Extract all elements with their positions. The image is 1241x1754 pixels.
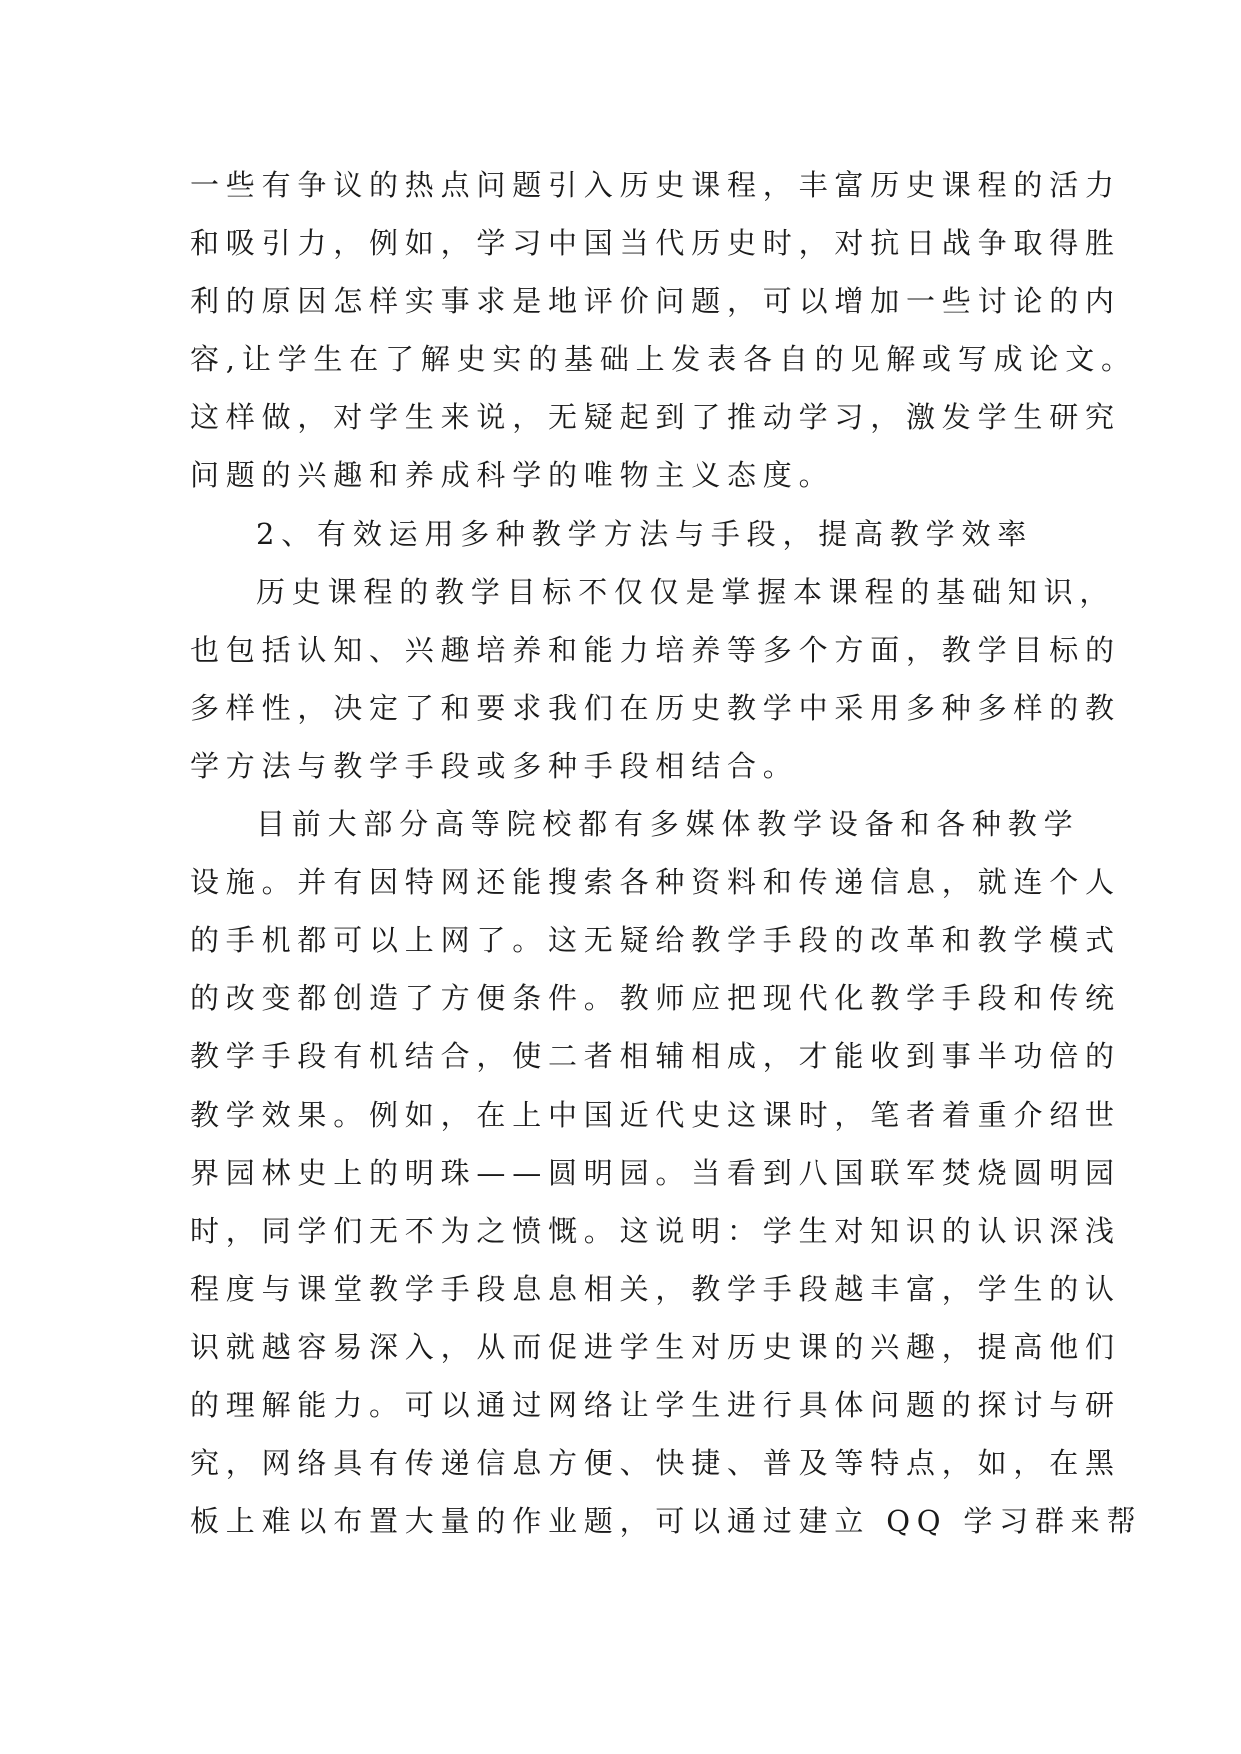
text-line: 目前大部分高等院校都有多媒体教学设备和各种教学 bbox=[256, 807, 1080, 842]
paragraph-1 bbox=[190, 156, 1137, 505]
text-line: 容,让学生在了解史实的基础上发表各自的见解或写成论文。 bbox=[190, 342, 1137, 377]
text-line: 的理解能力。可以通过网络让学生进行具体问题的探讨与研 bbox=[190, 1387, 1121, 1422]
text-line: 一些有争议的热点问题引入历史课程，丰富历史课程的活力 bbox=[190, 168, 1121, 202]
text-line: 教学手段有机结合，使二者相辅相成，才能收到事半功倍的 bbox=[190, 1039, 1121, 1074]
text-line: 程度与课堂教学手段息息相关，教学手段越丰富，学生的认 bbox=[190, 1271, 1121, 1306]
document-page bbox=[190, 156, 1143, 1550]
text-line: 板上难以布置大量的作业题，可以通过建立 QQ 学习群来帮 bbox=[190, 1504, 1143, 1539]
text-line: 学方法与教学手段或多种手段相结合。 bbox=[190, 748, 799, 783]
text-line: 多样性，决定了和要求我们在历史教学中采用多种多样的教 bbox=[190, 690, 1121, 725]
section-heading: 2、有效运用多种教学方法与手段，提高教学效率 bbox=[256, 516, 1034, 551]
text-line: 教学效果。例如，在上中国近代史这课时，笔者着重介绍世 bbox=[190, 1097, 1121, 1132]
text-line: 也包括认知、兴趣培养和能力培养等多个方面，教学目标的 bbox=[190, 632, 1121, 667]
text-line: 识就越容易深入，从而促进学生对历史课的兴趣，提高他们 bbox=[190, 1329, 1121, 1364]
text-line: 问题的兴趣和养成科学的唯物主义态度。 bbox=[190, 458, 835, 493]
paragraph-3 bbox=[190, 795, 1143, 1550]
text-line: 时，同学们无不为之愤慨。这说明：学生对知识的认识深浅 bbox=[190, 1213, 1121, 1248]
text-line: 的改变都创造了方便条件。教师应把现代化教学手段和传统 bbox=[190, 981, 1121, 1016]
text-line: 的手机都可以上网了。这无疑给教学手段的改革和教学模式 bbox=[190, 923, 1121, 958]
text-line: 历史课程的教学目标不仅仅是掌握本课程的基础知识， bbox=[256, 574, 1116, 609]
text-line: 设施。并有因特网还能搜索各种资料和传递信息，就连个人 bbox=[190, 865, 1121, 900]
text-line: 利的原因怎样实事求是地评价问题，可以增加一些讨论的内 bbox=[190, 284, 1121, 319]
paragraph-2 bbox=[190, 563, 1121, 795]
text-line: 和吸引力，例如，学习中国当代历史时，对抗日战争取得胜 bbox=[190, 226, 1121, 261]
text-line: 这样做，对学生来说，无疑起到了推动学习，激发学生研究 bbox=[190, 400, 1121, 435]
text-line: 界园林史上的明珠——圆明园。当看到八国联军焚烧圆明园 bbox=[190, 1155, 1121, 1190]
text-line: 究，网络具有传递信息方便、快捷、普及等特点，如，在黑 bbox=[190, 1446, 1121, 1481]
